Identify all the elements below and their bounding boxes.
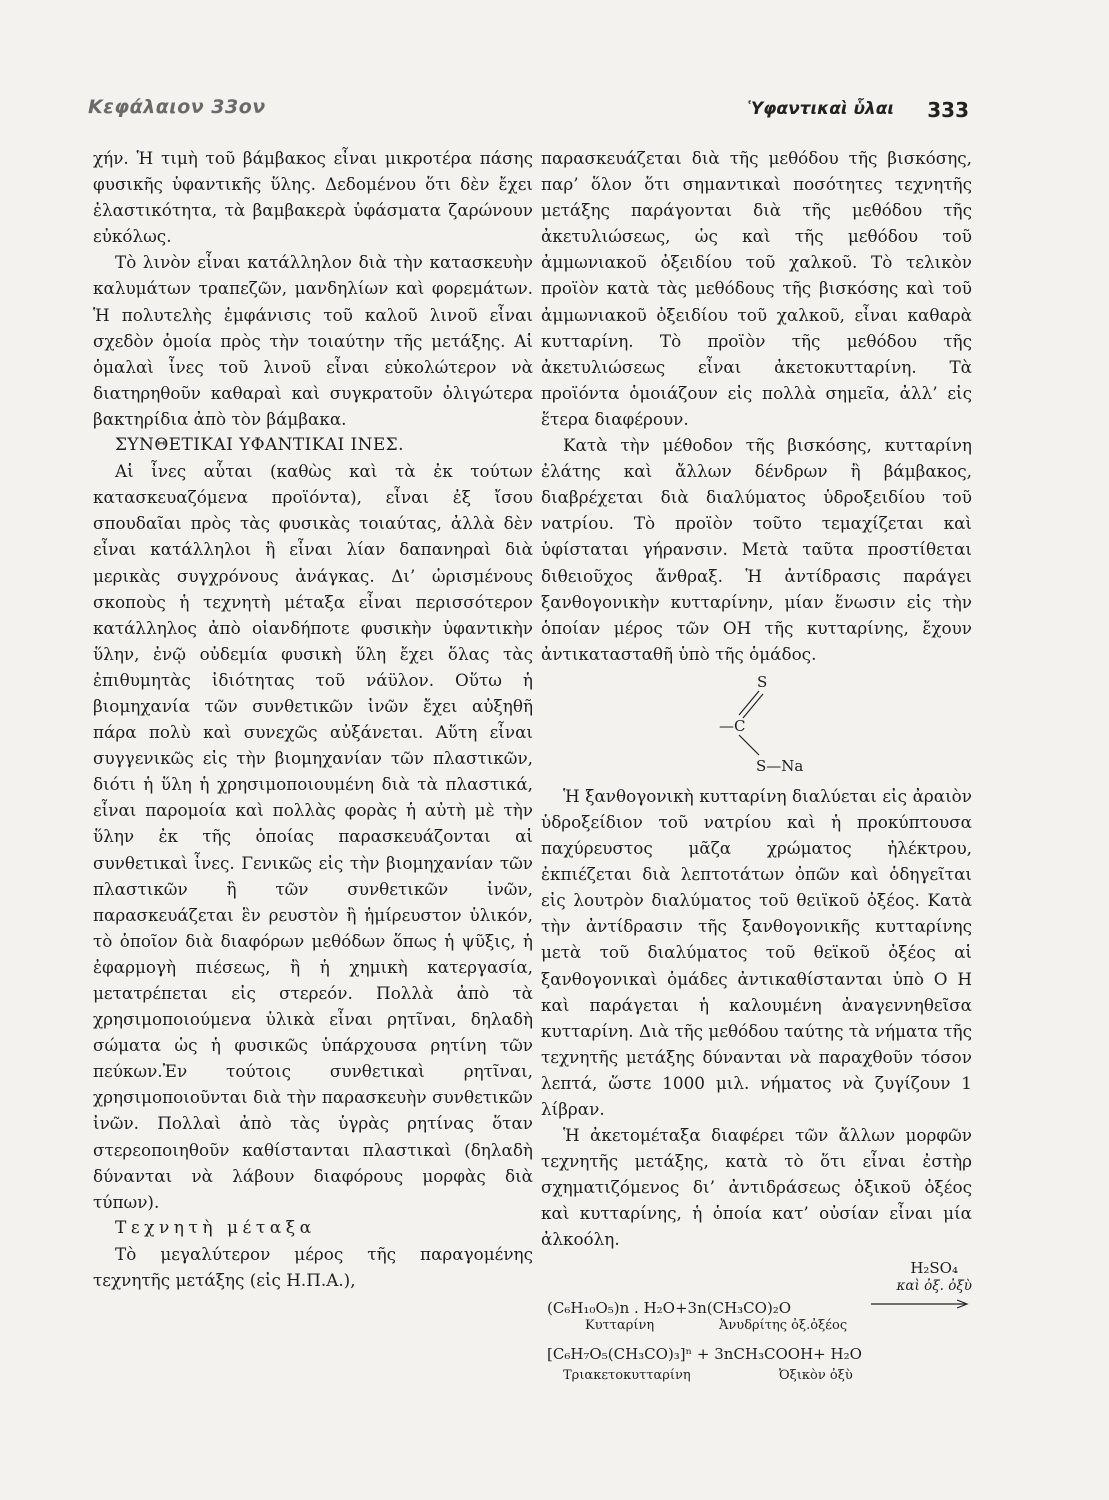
sodium-thiolate-label: S—Na <box>756 756 804 775</box>
reaction-catalyst: H₂SO₄ <box>910 1258 958 1277</box>
subsection-heading: Τεχνητὴ μέταξα <box>115 1217 316 1238</box>
paragraph: Τὸ λινὸν εἶναι κατάλληλον διὰ τὴν κατασκευὴν καλυμάτων τραπεζῶν, μανδηλίων καὶ φορεμάτων. Ἡ πολυτελὴς ἐμφάνισις τοῦ καλοῦ λινοῦ εἶναι σχεδὸν ὁμοία πρὸς τὴν τοιαύτην τῆς μετάξης. Αἱ ὁμαλαὶ ἶνες τοῦ λινοῦ εἶναι εὐκολώτερον νὰ διατηρηθοῦν καθαραὶ καὶ συγκρατοῦν ὀλιγώτερα βακτηρίδια ἀπὸ τὸν βάμβακα. <box>93 252 533 429</box>
xanthate-group-formula <box>541 669 972 779</box>
paragraph: Ἡ ἀκετομέταξα διαφέρει τῶν ἄλλων μορφῶν τεχνητῆς μετάξης, κατὰ τὸ ὅτι εἶναι ἐστὴρ σχηματιζόμενος δι’ ἀντιδράσεως ὀξικοῦ ὀξέος καὶ κυτταρίνης, ἡ ὁποία κατ’ οὐσίαν εἶναι μία ἀλκοόλη. <box>541 1125 972 1250</box>
paragraph: Αἱ ἶνες αὗται (καθὼς καὶ τὰ ἐκ τούτων κατασκευαζόμενα προϊόντα), εἶναι ἐξ ἴσου σπουδαῖαι πρὸς τὰς φυσικὰς τοιαύτας, ἀλλὰ δὲν εἶναι κατάλληλοι ἢ εἶναι λίαν δαπανηραὶ διὰ μερικὰς συγχρόνους ἀνάγκας. Δι’ ὡρισμένους σκοποὺς ἡ τεχνητὴ μέταξα εἶναι περισσότερον κατάλληλος ἀπὸ οἱανδήποτε φυσικὴν ὑφαντικὴν ὕλην, ἐνῷ οὐδεμία φυσικὴ ὕλη ἔχει ὅλας τὰς ἐπιθυμητὰς ἰδιότητας τοῦ νάϋλον. Οὕτω ἡ βιομηχανία τῶν συνθετικῶν ἰνῶν ἔχει αὐξηθῆ πάρα πολὺ καὶ συνεχῶς αὐξάνεται. Αὕτη εἶναι συγγενικῶς εἰς τὴν βιομηχανίαν τῶν πλαστικῶν, διότι ἡ ὕλη ἡ χρησιμοποιουμένη διὰ τὰ πλαστικά, εἶναι παρομοία καὶ πολλὰς φορὰς ἡ αὐτὴ μὲ τὴν ὕλην ἐκ τῆς ὁποίας παρασκευάζονται αἱ συνθετικαὶ ἶνες. Γενικῶς εἰς τὴν βιομηχανίαν τῶν πλαστικῶν ἢ τῶν συνθετικῶν ἰνῶν, παρασκευάζεται ἓν ρευστὸν ἢ ἡμίρευστον ὑλικόν, τὸ ὁποῖον διὰ διαφόρων μεθόδων ὅπως ἡ ψῦξις, ἡ ἐφαρμογὴ πιέσεως, ἢ ἡ χημικὴ κατεργασία, μετατρέπεται εἰς στερεόν. Πολλὰ ἀπὸ τὰ χρησιμοποιούμενα ὑλικὰ εἶναι ρητῖναι, δηλαδὴ σώματα ὡς ἡ φυσικῶς ὑπάρχουσα ρητίνη τῶν πεύκων.Ἐν τούτοις συνθετικαὶ ρητῖναι, χρησιμοποιοῦνται διὰ τὴν παρασκευὴν συνθετικῶν ἰνῶν. Πολλαὶ ἀπὸ τὰς ὑγρὰς ρητίνας ὅταν στερεοποιηθοῦν καθίστανται πλαστικαὶ (δηλαδὴ δύνανται νὰ λάβουν διαφόρους μορφὰς διὰ τύπων). <box>93 461 533 1212</box>
paragraph: Κατὰ τὴν μέθοδον τῆς βισκόσης, κυτταρίνη ἐλάτης καὶ ἄλλων δένδρων ἢ βάμβακος, διαβρέχεται διὰ διαλύματος ὑδροξειδίου τοῦ νατρίου. Τὸ προϊὸν τοῦτο τεμαχίζεται καὶ ὑφίσταται γήρανσιν. Μετὰ ταῦτα προστίθεται διθειοῦχος ἄνθραξ. Ἡ ἀντίδρασις παράγει ξανθογονικὴν κυτταρίνην, μίαν ἕνωσιν εἰς τὴν ὁποίαν μέρος τῶν ΟΗ τῆς κυτταρίνης, ἔχουν ἀντικατασταθῆ ὑπὸ τῆς ὁμάδος. <box>541 435 972 664</box>
paragraph: Τὸ μεγαλύτερον μέρος τῆς παραγομένης τεχνητῆς μετάξης (εἰς Η.Π.Α.), <box>93 1243 533 1291</box>
section-title: Ὑφαντικαὶ ὗλαι <box>747 99 894 119</box>
reactant-label-anhydride: Ἀνυδρίτης ὀξ.ὀξέος <box>719 1317 848 1333</box>
sulfur-atom-label: S <box>757 672 768 691</box>
left-column <box>93 145 533 1293</box>
chapter-title: Κεφάλαιον 33ον <box>88 96 266 118</box>
right-column <box>541 145 972 1405</box>
page-number: 333 <box>927 98 969 122</box>
products: [C₆H₇O₅(CH₃CO)₃]ⁿ + 3nCH₃COOH+ H₂O <box>547 1344 862 1363</box>
paragraph: Ἡ ξανθογονικὴ κυτταρίνη διαλύεται εἰς ἀραιὸν ὑδροξείδιον τοῦ νατρίου καὶ ἡ προκύπτουσα παχύρευστος μᾶζα χρώματος ἠλέκτρου, ἐκπιέζεται διὰ λεπτοτάτων ὀπῶν καὶ ὁδηγεῖται εἰς λουτρὸν διαλύματος τοῦ θειϊκοῦ ὀξέος. Κατὰ τὴν ἀντίδρασιν τῆς ξανθογονικῆς κυτταρίνης μετὰ τοῦ διαλύματος τοῦ θεϊκοῦ ὀξέος αἱ ξανθογονικαὶ ὁμάδες ἀντικαθίστανται ὑπὸ Ο Η καὶ παράγεται ἡ καλουμένη ἀναγεννηθεῖσα κυτταρίνη. Διὰ τῆς μεθόδου ταύτης τὰ νήματα τῆς τεχνητῆς μετάξης δύνανται νὰ παραχθοῦν τόσον λεπτά, ὥστε 1000 μιλ. νήματος νὰ ζυγίζουν 1 λίβραν. <box>541 785 972 1119</box>
acetylation-reaction <box>541 1255 972 1405</box>
paragraph: παρασκευάζεται διὰ τῆς μεθόδου τῆς βισκόσης, παρ’ ὅλον ὅτι σημαντικαὶ ποσότητες τεχνητῆς μετάξης παράγονται διὰ τῆς μεθόδου τῆς ἀκετυλιώσεως, ὡς καὶ τῆς μεθόδου τοῦ ἀμμωνιακοῦ ὀξειδίου τοῦ χαλκοῦ. Τὸ τελικὸν προϊὸν κατὰ τὰς μεθόδους τῆς βισκόσης καὶ τοῦ ἀμμωνιακοῦ ὀξειδίου τοῦ χαλκοῦ, εἶναι καθαρὰ κυτταρίνη. Τὸ προϊὸν τῆς μεθόδου τῆς ἀκετυλιώσεως εἶναι ἀκετοκυτταρίνη. Τὰ προϊόντα ὁμοιάζουν εἰς πολλὰ σημεῖα, ἀλλ’ εἰς ἕτερα διαφέρουν. <box>541 148 972 429</box>
reaction-arrow-icon <box>871 1297 971 1311</box>
product-label-triacetate: Τριακετοκυτταρίνη <box>563 1367 691 1383</box>
reactant-label-cellulose: Κυτταρίνη <box>585 1317 655 1333</box>
product-label-acetic-acid: Ὀξικὸν ὀξὺ <box>779 1367 853 1383</box>
reactants: (C₆H₁₀O₅)n . H₂O+3n(CH₃CO)₂O <box>547 1298 792 1317</box>
reaction-catalyst-note: καὶ ὀξ. ὀξὺ <box>896 1277 972 1294</box>
paragraph: χήν. Ἡ τιμὴ τοῦ βάμβακος εἶναι μικροτέρα πάσης φυσικῆς ὑφαντικῆς ὕλης. Δεδομένου ὅτι δὲν ἔχει ἐλαστικότητα, τὰ βαμβακερὰ ὑφάσματα ζαρώνουν εὐκόλως. <box>93 148 533 247</box>
carbon-atom-label: —C <box>719 716 746 735</box>
page-header <box>88 96 969 136</box>
section-heading: ΣΥΝΘΕΤΙΚΑΙ ΥΦΑΝΤΙΚΑΙ ΙΝΕΣ. <box>115 435 404 456</box>
